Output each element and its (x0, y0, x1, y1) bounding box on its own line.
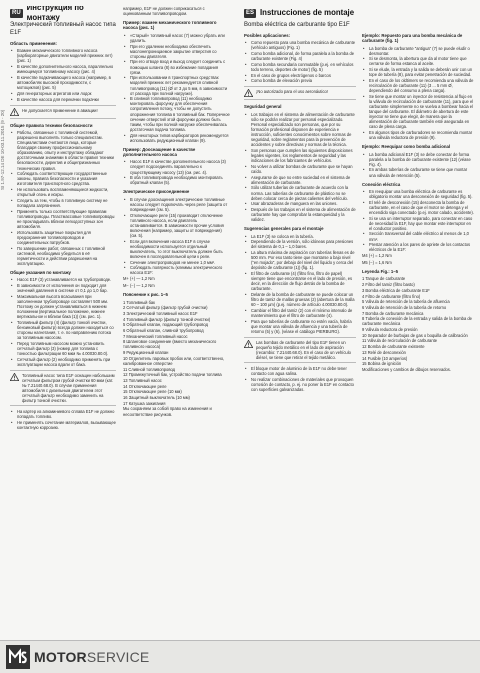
list-item: • Se tiene que montar un inyector de resistencia al flujo en la válvula de recirculación de carburante (11), para que el carburante simplemente no se vuelva a bombear hacia el tanque del carburante. El diámetro de abertura de este inyector se tiene que elegir, de manera que la alimentación de carburante también esté asegurada en caso de plena carga. (369, 94, 474, 130)
list-item: • La altura máxima de aspiración con tuberías llenas es de 500 mm. Por eso tanto tiene que montarse a bajo nivel ("en mojado", por debajo del nivel del líquido y cerca del depósito de carburante (1)) (fig. 1). (251, 250, 356, 270)
list-item: • Dependiendo de la versión, sólo idóneas para presiones del sistema de 0,1 – 1,0 bares. (251, 239, 356, 249)
list-item: • No realizar combinaciones de materiales que provoquen corrosión de contacto, p. ej. no poner la E1F en contacto con superficies galvanizadas. (251, 377, 356, 392)
list-item: • По завершении работ, связанных с топливной системой, необходимо убедиться в её герметичности и действии разрешения на эксплуатацию. (17, 246, 116, 266)
list-item: • Применять только соответствующие правилам топливопроводы. Пластмассовые топливопроводы не прокладывать вблизи легкодоступных зон автомобиля. (17, 209, 116, 229)
list-item: • Prestar atención a los pares de apriete de los contactos eléctricos de la E1F: (369, 242, 474, 252)
list-item: • Como bomba secundaria conmutable (p.ej. en vehículos todo terreno, deportes de motor) (fig. 5) (251, 62, 356, 72)
paragraph: Мы сохраняем за собой право на изменения и несоответствие рисунков. (123, 406, 212, 417)
section-heading: Sugerencias generales para el montaje (244, 226, 324, 232)
section-heading: Область применения: (10, 41, 57, 46)
section-heading: Conexión eléctrica (362, 181, 401, 187)
list-item: • Los trabajos en el sistema de alimentación de carburante sólo se podrán realizar por personal especializado. Personal especializado son personas, que por su formación profesional disponen de experiencia e instrucción, suficientes conocimientos sobre normas de seguridad, sobre reglamentos para la prevención de accidentes y sobre directivas y normas de la técnica. (251, 112, 356, 148)
bullet-list (123, 197, 230, 276)
paragraph: например, E1F не должен соприкасаться с оцинкованным топливопроводом. (123, 6, 205, 17)
list-item: • В качестве насоса для перекачки подкачки (17, 97, 116, 102)
list-item: • Sección transversal del cable eléctrico al menos de 1,0 mm². (369, 231, 474, 241)
legend-item: 8 Tubería de conexión de la entrada y salida de la bomba de carburante mecánica (362, 316, 472, 327)
section-heading: Ejemplo: Repuesto para una bomba mecánica de carburante (fig. 1) (362, 33, 463, 44)
section-heading: Электрическое присоединение (123, 189, 190, 195)
paragraph: M4 (+) = 1,2 Nm (362, 253, 392, 258)
list-item: • El filtro de carburante (4) (filtro fino, filtro de papel) siempre tiene que encontrarse en el lado de presión, es decir, en la dirección de flujo detrás de la bomba de carburante. (251, 271, 356, 291)
brand-logo (6, 645, 149, 669)
ru-content-b (123, 6, 230, 417)
footer (0, 640, 480, 673)
es-column-left (244, 6, 356, 634)
list-item: • При использовании в транспортных средствах моделей прежних лет рекомендуется сливной топливопровод (11) (Ø от 3 до 5 мм, в зависимости от расхода при полной нагрузке). (130, 75, 230, 95)
bullet-list (244, 112, 356, 223)
list-item: • Не использовать воспламеняющиеся жидкости, открытый огонь и искры. (17, 187, 116, 197)
paragraph: M− (−) — 1,2 Nm (123, 283, 155, 289)
list-item: • Como repuesto para una bomba mecánica de carburante (vehículo antiguos) (Fig. 1) (251, 40, 356, 50)
list-item: • No volver a utilizar bombas de carburante que se hayan caído. (251, 164, 356, 174)
list-item: • Соблюдать соответствующие государственные законы, правила безопасности и указания изготовителя транспортного средства. (17, 171, 116, 186)
legend-item: 15 Отключающее реле (10 мм) (123, 389, 182, 395)
warning-note (244, 337, 356, 363)
list-item: • La E1F (3) se coloca en la tubería. (251, 234, 356, 239)
list-item: • Если для включения насоса E1F в случае необходимости используется отдельный выключатель, то этот выключатель должен быть включен в последовательной цепи к реле. (130, 239, 230, 259)
legend-item: 16 Защитный выключатель (10 мм) (123, 395, 190, 401)
language-badge-ru: RU (12, 9, 21, 16)
bullet-list (244, 40, 356, 83)
motorservice-logo-icon (6, 645, 30, 669)
list-item: • Asegurarse de que no entre suciedad en el sistema de alimentación de carburante. (251, 175, 356, 185)
section-heading: Пример: Дооснащение в качестве дополнительного насоса (123, 146, 196, 158)
legend-item: 1 Tanque de carburante (362, 276, 406, 282)
brand-lite: SERVICE (86, 649, 150, 665)
legend-item: 6 Válvula de retención de la tubería de retorno (362, 304, 447, 310)
legend-item: 10 Separador de burbujas de gas o boquilla de calibración (362, 332, 468, 338)
legend-item: 5 Обратный клапан, подающий трубопровод (123, 322, 208, 328)
legend-item: 9 Válvula reductora de presión (362, 327, 418, 333)
list-item: • Использовать защитные покрытия для предохранения топливопроводов и соединительных патрубков. (17, 230, 116, 245)
list-item: • Не применять сочетание материалов, вызывающее контактную коррозию. (17, 420, 116, 430)
list-item: • La bomba de carburante "antigua" (7) se puede eludir o desmontar. (369, 46, 474, 56)
list-item: • Son personas que cumplen las siguientes disposiciones legales vigentes, los reglamentos de seguridad y las indicaciones de los fabricantes de vehículos. (251, 148, 356, 163)
legend-item: 12 Bomba de carburante existente (362, 344, 425, 350)
brand-bold: MOTOR (34, 649, 87, 665)
section-heading: Seguridad general (244, 104, 282, 110)
section-heading: Общие правила техники безопасности (10, 122, 93, 128)
bullet-list (10, 409, 116, 430)
bullet-list (244, 366, 356, 392)
warning-note (10, 105, 116, 119)
list-item: • При его удалении необходимо обеспечить маслонепроницаемое закрытие отверстия со стороны двигателя. (130, 44, 230, 59)
warning-note (10, 370, 116, 407)
legend-item: 7 Механический топливный насос (123, 333, 188, 339)
legend-item: 2 Сетчатый фильтр (фильтр грубой очистки) (123, 305, 208, 311)
list-item: • Соблюдать полярность (клеммы электрического насоса E1F: (130, 265, 230, 275)
es-column-right (362, 6, 474, 634)
list-item: • En algunos tipos de carburadores se recomienda montar una válvula reductora de presión (9). (369, 130, 474, 140)
legend-list (123, 300, 230, 406)
ru-title: Инструкция по монтажу (26, 6, 84, 22)
legend-item: 2 Filtro del tamiz (filtro basto) (362, 282, 415, 288)
legend-item: 13 Топливный насос (123, 377, 162, 383)
list-item: • «Старый» топливный насос (7) можно убрать или удалить. (130, 33, 230, 43)
legend-item: 1 Топливный бак (123, 299, 155, 305)
list-item: • El relé de desconexión (15) desconecta la bomba de carburante, en el caso de que el motor se detenga y el encendido siga conectado (p.ej. motor calado, accidente). (369, 200, 474, 215)
list-item: • Максимальная высота всасывания при заполненном трубопроводе составляет 500 мм. Поэтому он должен устанавливаться в нижнем положении (вертикальное положение, нижнее вертикальное и вблизи бака (1)) (см. рис. 1). (17, 294, 116, 319)
legend-item: 15 Bobina de ignición (362, 361, 402, 367)
legend-item: 13 Relé de desconexión (362, 349, 406, 355)
section-heading: Posibles aplicaciones: (244, 33, 291, 38)
list-item: • Топливный фильтр (4) (фильтр тонкой очистки, бензиновый фильтр) всегда должен находиться со стороны нагнетания, т. е. по направлению потока за топливным насосом. (17, 320, 116, 340)
legend-item: 3 Электрический топливный насос E1F (123, 310, 198, 316)
legend-list (362, 276, 474, 366)
list-item: • Sólo utilizar tuberías de carburante de acuerdo con la norma. Las tuberías de carburante de plástico no se deben colocar cerca de piezas calientes del vehículo. (251, 185, 356, 200)
legend-item: 14 Fusible (10 amperios) (362, 355, 408, 361)
list-item: • Si se desmonta, la abertura que da al motor tiene que cerrarse de forma estanca al aceite. (369, 56, 474, 66)
list-item: • В качестве подкачивающего насоса (например, в автомобилях высокой проходимости, с мотоциклов) (рис. 5) (17, 75, 116, 90)
bullet-list (244, 234, 356, 334)
legend-item: 7 Bomba de carburante mecánica (362, 310, 424, 316)
section-heading: Общие указания по монтажу (10, 269, 71, 275)
bullet-list (10, 277, 116, 367)
ru-content-a (10, 41, 116, 430)
paragraph: M5 (−) = 1,6 Nm (362, 260, 392, 266)
list-item: • El bloque motor de aluminio de la E1F no debe tener contacto con agua salina. (251, 366, 356, 376)
warning-note (244, 86, 356, 100)
legend-item: 12 Промежуточный бак, устройство подачи топлива (123, 372, 222, 378)
legend-item: 5 Válvula de retención de la tubería de afluencia (362, 299, 450, 305)
bullet-list (362, 189, 474, 253)
list-item: • Насос E1F (3) устанавливается на трубопроводе. (17, 277, 116, 282)
list-item: • Для генераторных агрегатов или лодок (17, 91, 116, 96)
paragraph: M+ (+) — 1,2 Nm (123, 276, 155, 282)
section-heading: Leyenda Fig.: 1–5 (362, 269, 399, 275)
warning-icon (10, 108, 19, 116)
legend-item: 4 Filtro de carburante (filtro fino) (362, 293, 421, 299)
list-item: • Следить за тем, чтобы в топливную систему не попадала загрязнения. (17, 198, 116, 208)
list-item: • В сливной топливопровод (11) необходимо монтировать форсунку для обеспечения сопротивления потоку, чтобы не допустить опорожнения топлива в топливный бак. Поперечное сечение отверстий этой форсунки должно быть таким, чтобы при полной нагрузке обеспечивалась достаточная подача топлива. (130, 96, 230, 132)
warning-text: Топливный насос типа E1F оснащен набольшим сетчатым фильтром грубой очистки 60 мкм (кат. № 7.21440.68.0). В случае применения автомобиля с дизельным двигателем этот сетчатый фильтр необходимо заменить на фильтр тонкой очистки. (22, 372, 115, 404)
list-item: • Перед топливным насосом можно установить сетчатый фильтр (3) (номер для топлива с тонкостью фильтрации 60 мкм № 4.00030.80.0). (17, 341, 116, 356)
list-item: • Сечение электропроводов не менее 1,0 мм². (130, 260, 230, 265)
list-item: • Después de los trabajos en el sistema de alimentación de carburante hay que comprobar la estanqueidad y la validez. (251, 207, 356, 222)
paragraph: Modificaciones y cambios de dibujos reservados. (362, 366, 451, 372)
bullet-list (362, 152, 474, 178)
brand-name (34, 649, 149, 665)
list-item: • Сетчатый фильтр (2) необходимо применять при эксплуатации насоса вдали от бака. (17, 357, 116, 367)
es-content-c (244, 33, 356, 392)
legend-item: 11 Válvula de recirculación de carburante (362, 338, 438, 344)
list-item: • Cambiar el filtro del tamiz (2) con el mínimo intervalo de mantenimiento que el filtro de carburante (4). (251, 308, 356, 318)
list-item: • La bomba adicional E1F (3) se debe conectar de forma paralela a la bomba de carburante existente (12) (véase Fig. 4). (369, 152, 474, 167)
list-item: • Como bomba de elevación previa (251, 78, 356, 83)
warning-icon (244, 89, 253, 97)
list-item: • En el caso de grupos electrógenos o barcos (251, 73, 356, 78)
bullet-list (10, 130, 116, 266)
ru-header (10, 6, 116, 20)
list-item: • Si se elude, la entrada y la salida se deberán unir con un tope de tubería (8), para evitar penetración de suciedad. (369, 67, 474, 77)
section-heading: Ejemplo: Reequipar como bomba adicional (362, 144, 451, 150)
list-item: • В случае дооснащения электрические топливные насосы следует подключать через реле (защита от повреждения (см. 5). (130, 197, 230, 212)
ru-subtitle: Электрический топливный насос типа E1F (10, 22, 116, 36)
ru-column-right (123, 6, 230, 634)
list-item: • Взамен механического топливного насоса (карбюраторные двигатели моделей прежних лет) (рис. 1) (17, 48, 116, 63)
es-header (244, 6, 356, 20)
language-badge-es: ES (246, 9, 255, 16)
list-item: • При его отводе вход и выход следует соединить с помощью шланга (8) во избежание попадания грязи. (130, 59, 230, 74)
warning-text: Не допускается применение в авиации! (22, 107, 98, 113)
list-item: • Delante de la bomba de carburante se puede colocar un filtro de tamiz de mallas gruesas (2) (abertura de la malla 60 – 100 µm) (p.ej. número de artículo 4.00030.80.0). (251, 292, 356, 307)
section-heading: Пояснение к рис. 1–5 (123, 292, 168, 298)
legend-item: 9 Редукционный клапан (123, 350, 169, 356)
list-item: • Si se usa un interruptor separado, para conectar en caso de necesidad la E1F, hay que montar este interruptor en el conductor positivo. (369, 216, 474, 231)
list-item: • В качестве дополнительного насоса, параллельно имеющемуся топливному насосу (рис. 4) (17, 64, 116, 74)
list-item: • En el caso de los oldtimers se recomienda una válvula de recirculación de carburante (11) (3 ... 5 mm Ø, dependiendo del consumo a plena carga). (369, 78, 474, 93)
legend-item: 3 Bomba eléctrica de carburante E1F (362, 287, 430, 293)
legend-item: 8 Шланговое соединение (вместо механического топливного насоса) (123, 339, 217, 350)
ru-column-left (10, 6, 116, 634)
list-item: • En reequipar una bomba eléctrica de carburante es obligatorio montar una desconexión de seguridad (fig. 5). (369, 189, 474, 199)
list-item: • В зависимости от исполнения он подходит для значений давления в системе от 0,1 до 1,0 бар. (17, 283, 116, 293)
section-heading: Пример: взамен механического топливного насоса (рис. 1) (123, 20, 217, 31)
warning-text: Las bombas de carburante del tipo E1F tienen un pequeño tejido metálico en el lado de aspiración (recambio: 7.21440.68.0). En el caso de un vehículo diésel, se tiene que retirar el tejido metálico. (256, 339, 351, 361)
legend-item: 10 Отделитель паровых пробок или, соответственно, калиброванное отверстие (123, 355, 225, 366)
warning-icon (244, 340, 253, 348)
es-content-d (362, 33, 474, 372)
legend-item: 6 Обратный клапан, сливной трубопровод (123, 327, 204, 333)
list-item: • В оба топливопровода необходимо монтировать обратный клапан (5). (130, 175, 230, 185)
list-item: • Работы, связанные с топливной системой, разрешено выполнять только специалистам. Специалистами считаются лица, которые благодаря своему профессиональному образованию, опыту и инструктажу обладают достаточными знаниями в области правил техники безопасности, директив и общепризнанных технических правил. (17, 130, 116, 171)
warning-icon (10, 373, 19, 381)
list-item: • Como bomba adicional, de forma paralela a la bomba de carburante existente (Fig. 4) (251, 51, 356, 61)
bullet-list (123, 159, 230, 185)
list-item: • На картер из алюминиевого сплава E1F не должно попадать топливо. (17, 409, 116, 419)
legend-item: 11 Сливной топливопровод (123, 366, 176, 372)
legend-item: 14 Отключающее реле (123, 383, 167, 389)
legend-item: 4 Топливный фильтр (фильтр тонкой очистки) (123, 316, 211, 322)
document-code: SI 1.97-12.14 DE 10-03.11.2015 (9 - 20) (0, 109, 5, 190)
list-item: • Для некоторых типов карбюраторов рекомендуется использовать редукционный клапан (9). (130, 133, 230, 143)
list-item: • En ambas tuberías de carburante se tiene que montar una válvula de retención (5). (369, 167, 474, 177)
es-title: Instrucciones de montaje (260, 8, 355, 17)
list-item: • Para que tuberías de carburante no estén vacía, habría que montar una válvula de afluencia y una tubería de retorno (5) y (6), (véase el catálogo PIERBURG). (251, 319, 356, 334)
list-item: • Насос E1F в качестве дополнительного насоса (3) следует подсоединять параллельно к существующему насосу (13) (см. рис. 4). (130, 159, 230, 174)
list-item: • Отключающее реле (15) производит отключение топливного насоса, если двигатель останавливается. В зависимости прочие условия включения (например, защиты от повреждения) (см. 5). (130, 213, 230, 238)
bullet-list (362, 46, 474, 141)
list-item: • Usar abrazaderas de manguera en las uniones. (251, 201, 356, 206)
warning-text: ¡No autorizado para el uso aeronáutico! (256, 89, 328, 95)
bullet-list (10, 48, 116, 101)
bullet-list (123, 33, 230, 143)
legend-item: 17 Катушка зажигания (123, 400, 166, 406)
es-subtitle: Bomba eléctrica de carburante tipo E1F (244, 22, 350, 28)
